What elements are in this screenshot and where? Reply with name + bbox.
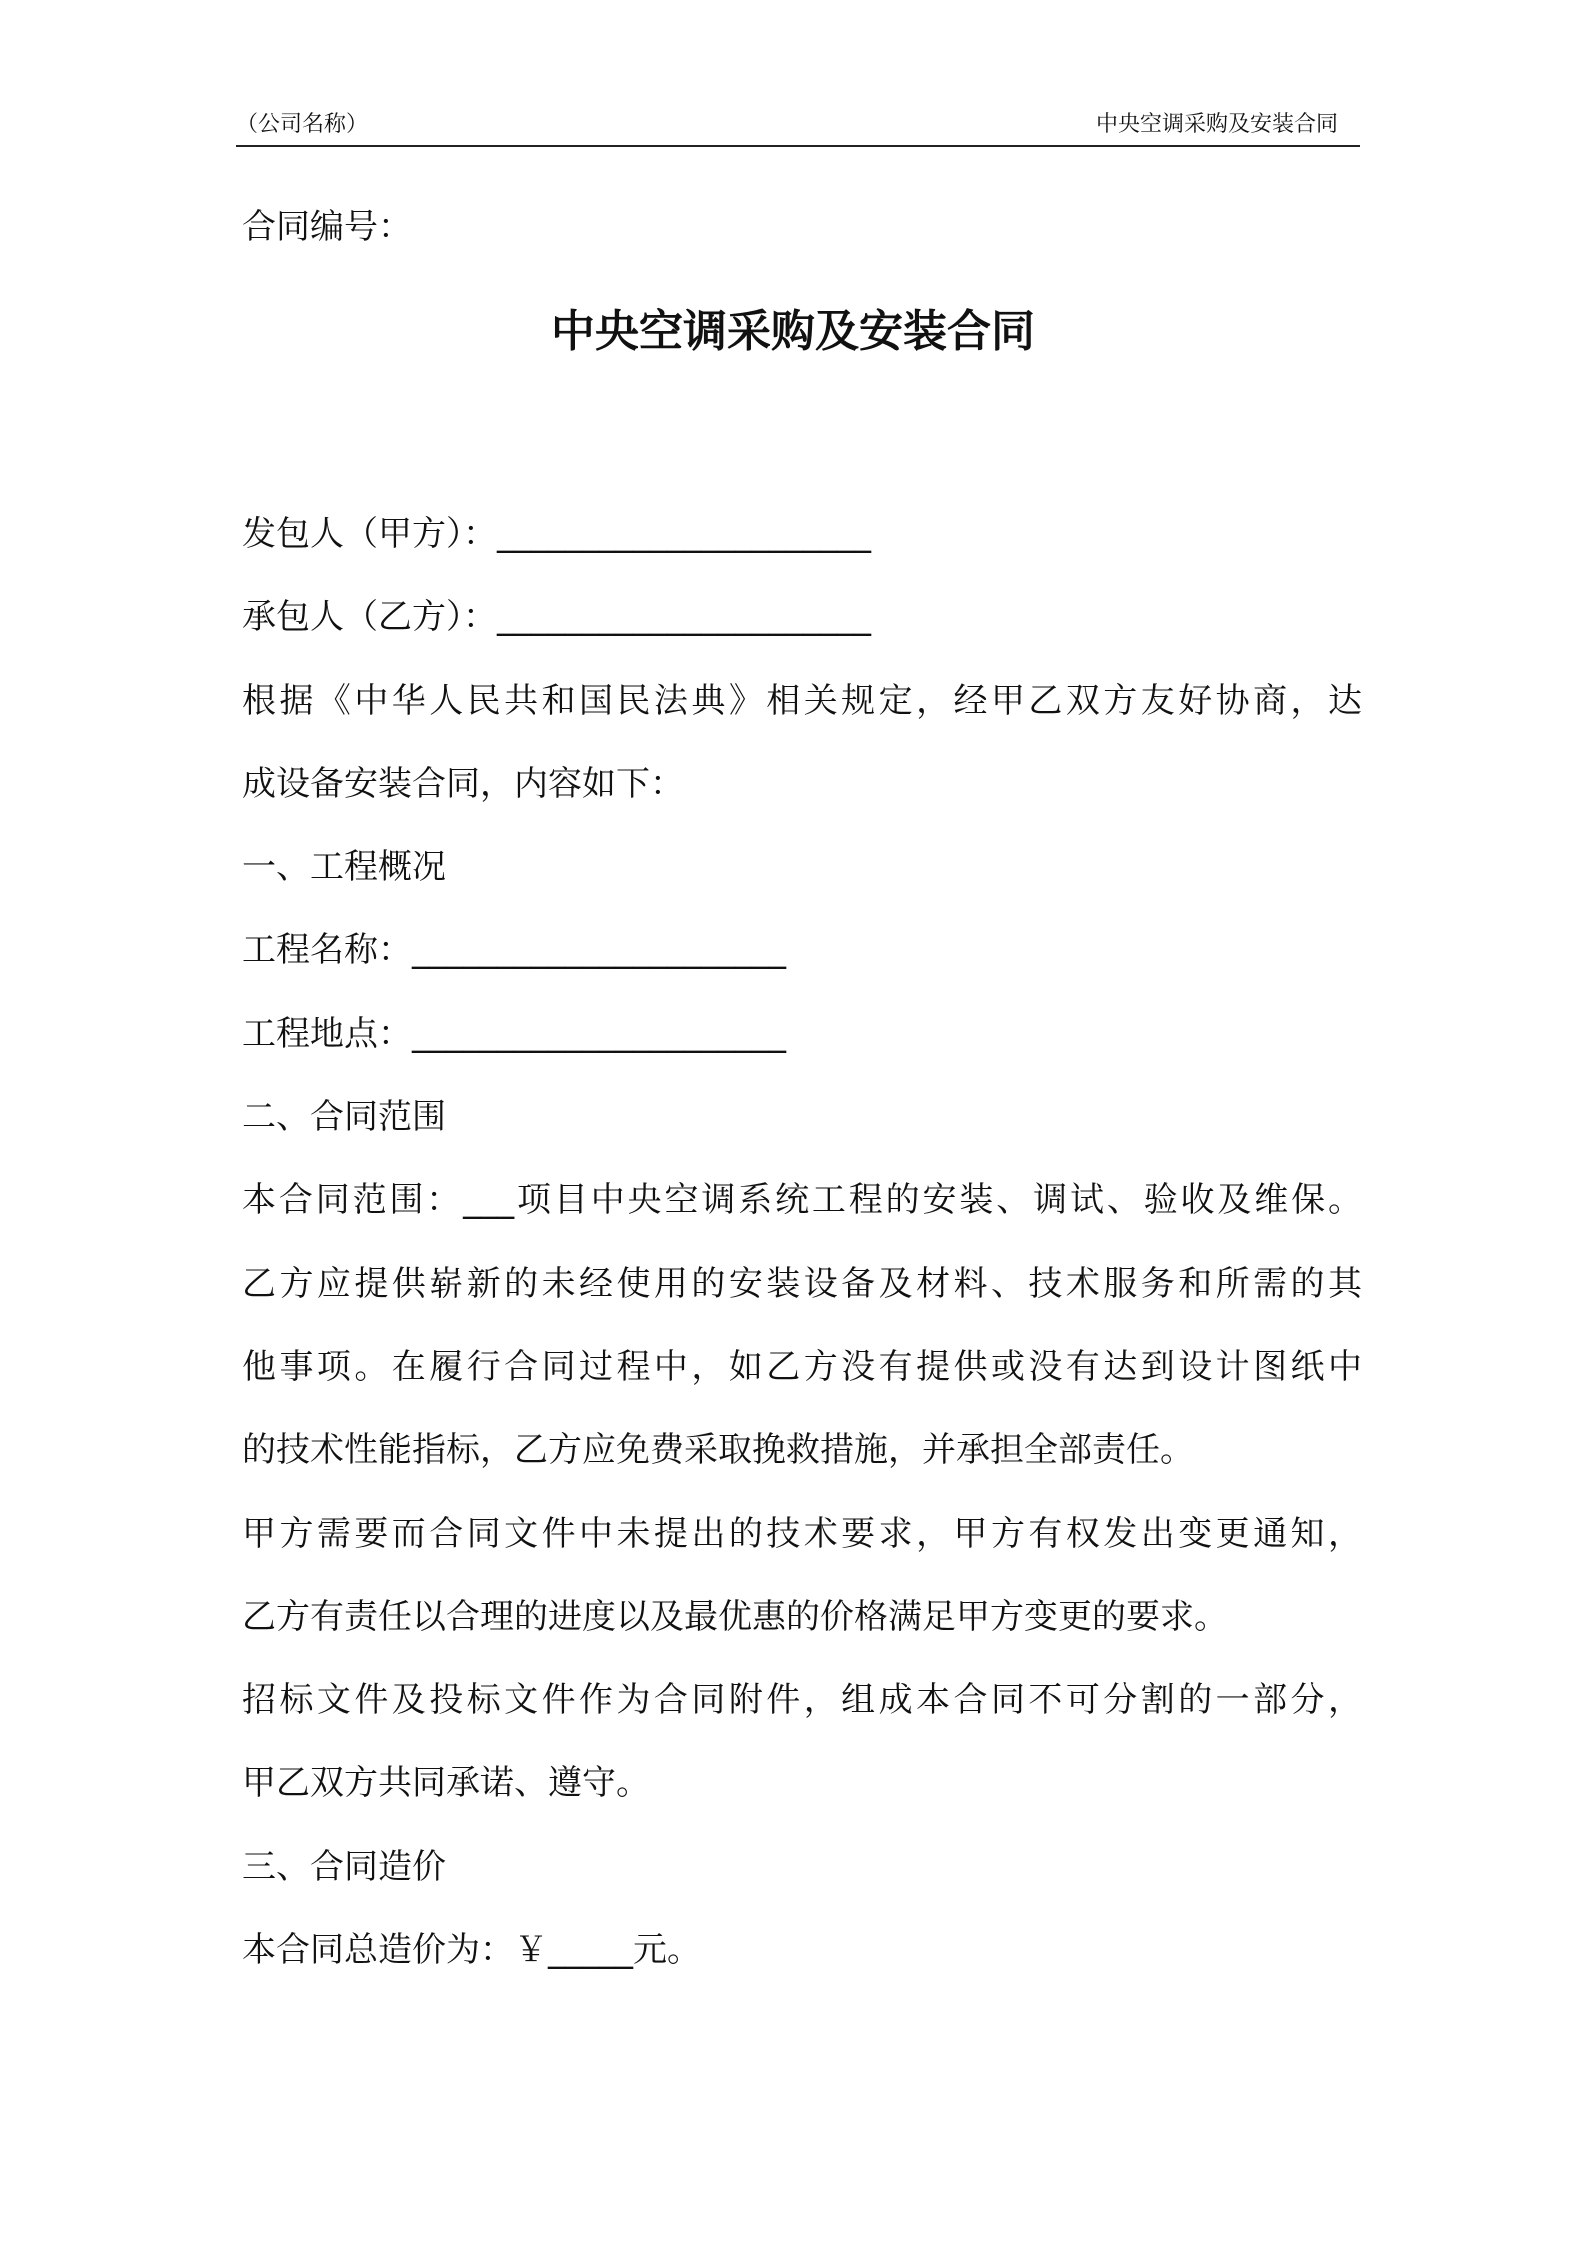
header-company-name: （公司名称）	[236, 112, 369, 137]
header-document-title: 中央空调采购及安装合同	[1095, 112, 1338, 137]
contract-body	[242, 493, 1362, 1992]
project-name-line: 工程名称：______________________	[242, 930, 786, 971]
scope-line-2: 乙方应提供崭新的未经使用的安装设备及材料、技术服务和所需的其	[242, 1263, 1362, 1304]
attachment-line-2: 甲乙双方共同承诺、遵守。	[242, 1763, 650, 1804]
party-b-line: 承包人（乙方）：______________________	[242, 597, 871, 638]
scope-line-1: 本合同范围：___项目中央空调系统工程的安装、调试、验收及维保。	[242, 1180, 1362, 1221]
attachment-line-1: 招标文件及投标文件作为合同附件，组成本合同不可分割的一部分，	[242, 1680, 1362, 1721]
project-location-line: 工程地点：______________________	[242, 1013, 786, 1054]
party-a-line: 发包人（甲方）：______________________	[242, 514, 871, 554]
scope-line-3: 他事项。在履行合同过程中，如乙方没有提供或没有达到设计图纸中	[242, 1346, 1362, 1387]
contract-number-label: 合同编号：	[242, 207, 412, 247]
scope-line-4: 的技术性能指标，乙方应免费采取挽救措施，并承担全部责任。	[242, 1430, 1194, 1471]
section-heading-2: 二、合同范围	[242, 1097, 446, 1138]
section-heading-3: 三、合同造价	[242, 1846, 446, 1887]
total-price-line: 本合同总造价为：￥_____元。	[242, 1930, 701, 1971]
preamble-line-1: 根据《中华人民共和国民法典》相关规定，经甲乙双方友好协商，达	[242, 680, 1362, 721]
section-heading-1: 一、工程概况	[242, 847, 446, 888]
change-line-2: 乙方有责任以合理的进度以及最优惠的价格满足甲方变更的要求。	[242, 1596, 1228, 1637]
header-divider	[236, 145, 1360, 147]
preamble-line-2: 成设备安装合同，内容如下：	[242, 763, 684, 804]
document-title: 中央空调采购及安装合同	[551, 306, 1035, 357]
running-header	[236, 110, 1360, 144]
change-line-1: 甲方需要而合同文件中未提出的技术要求，甲方有权发出变更通知，	[242, 1513, 1362, 1554]
